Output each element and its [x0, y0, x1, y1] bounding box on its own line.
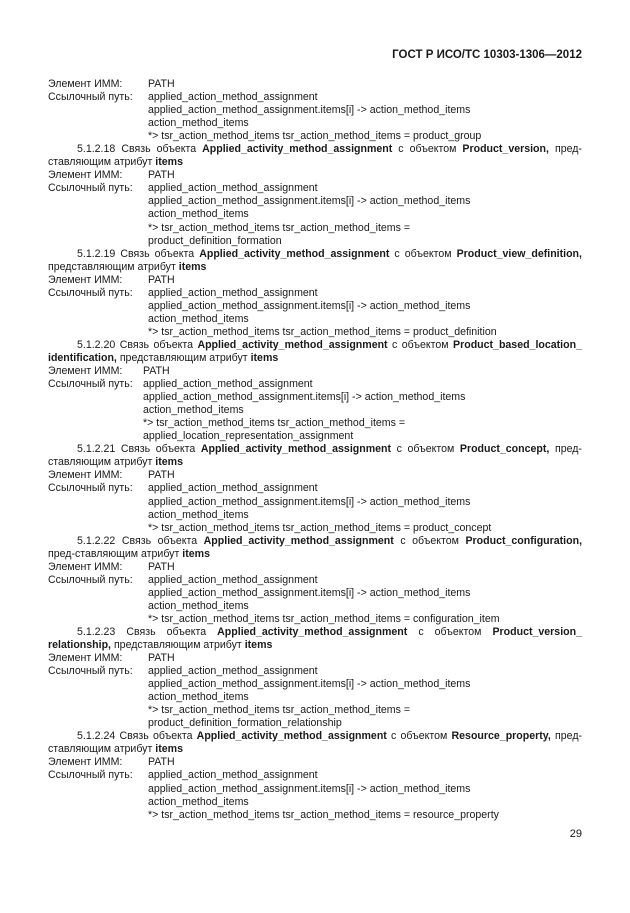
- section-heading: 5.1.2.20 Связь объекта Applied_activity_method_assignment с объектом Product_based_location_ identification, представляющим атрибут items: [48, 338, 582, 364]
- element-value: PATH: [148, 78, 175, 90]
- element-label: Элемент ИММ:: [48, 78, 123, 90]
- section-heading: 5.1.2.23 Связь объекта Applied_activity_method_assignment с объектом Product_version_ relationship, представляющим атрибут items: [48, 625, 582, 652]
- mapping-block: [48, 626, 582, 730]
- ref-path-label: Ссылочный путь:: [48, 286, 133, 299]
- element-label: Элемент ИММ:: [48, 365, 123, 378]
- element-label: Элемент ИММ:: [48, 756, 123, 769]
- path-line: applied_action_method_assignment.items[i] -> action_method_items: [148, 678, 471, 691]
- path-line: action_method_items: [148, 312, 249, 325]
- path-line: *> tsr_action_method_items tsr_action_method_items = resource_property: [148, 808, 499, 821]
- element-value: PATH: [148, 469, 175, 482]
- path-line: action_method_items: [148, 117, 249, 130]
- path-line: product_definition_formation: [148, 234, 282, 247]
- path-line: *> tsr_action_method_items tsr_action_method_items =: [148, 704, 411, 717]
- ref-path-label: Ссылочный путь:: [48, 378, 133, 391]
- section-heading: 5.1.2.22 Связь объекта Applied_activity_method_assignment с объектом Product_configuration, пред-ставляющим атрибут items: [48, 534, 583, 560]
- path-line: applied_action_method_assignment.items[i] -> action_method_items: [148, 104, 471, 117]
- path-line: applied_action_method_assignment: [148, 769, 318, 782]
- path-line: *> tsr_action_method_items tsr_action_method_items = product_definition: [148, 325, 497, 338]
- path-line: applied_action_method_assignment.items[i] -> action_method_items: [148, 495, 471, 508]
- path-line: applied_action_method_assignment.items[i] -> action_method_items: [143, 391, 466, 404]
- path-line: product_definition_formation_relationship: [148, 717, 342, 730]
- path-line: *> tsr_action_method_items tsr_action_method_items = product_concept: [148, 521, 492, 534]
- mapping-block: [48, 78, 582, 143]
- ref-path-label: Ссылочный путь:: [48, 573, 133, 586]
- path-line: action_method_items: [143, 404, 244, 417]
- path-line: *> tsr_action_method_items tsr_action_method_items = product_group: [148, 130, 482, 143]
- element-label: Элемент ИММ:: [48, 469, 123, 482]
- element-value: PATH: [148, 169, 175, 182]
- mapping-block: [48, 535, 582, 626]
- path-line: applied_action_method_assignment: [148, 182, 318, 195]
- mapping-block: [48, 443, 582, 534]
- mapping-block: [48, 339, 582, 443]
- element-label: Элемент ИММ:: [48, 652, 123, 665]
- path-line: *> tsr_action_method_items tsr_action_method_items =: [148, 221, 411, 234]
- document-body: [48, 78, 582, 822]
- ref-path-label: Ссылочный путь:: [48, 91, 133, 104]
- path-line: applied_action_method_assignment.items[i] -> action_method_items: [148, 782, 471, 795]
- element-value: PATH: [148, 652, 175, 665]
- path-line: *> tsr_action_method_items tsr_action_method_items =: [143, 417, 406, 430]
- path-line: applied_action_method_assignment.items[i] -> action_method_items: [148, 195, 471, 208]
- element-value: PATH: [148, 560, 175, 573]
- mapping-block: [48, 248, 582, 339]
- ref-path-label: Ссылочный путь:: [48, 182, 133, 195]
- document-header: ГОСТ Р ИСО/ТС 10303-1306—2012: [392, 49, 582, 61]
- section-heading: 5.1.2.18 Связь объекта Applied_activity_method_assignment с объектом Product_version, пред-ставляющим атрибут items: [48, 143, 582, 169]
- path-line: applied_action_method_assignment.items[i] -> action_method_items: [148, 299, 471, 312]
- section-heading: 5.1.2.21 Связь объекта Applied_activity_method_assignment с объектом Product_concept, пред-ставляющим атрибут items: [48, 443, 582, 469]
- path-line: *> tsr_action_method_items tsr_action_method_items = configuration_item: [148, 612, 500, 625]
- path-line: applied_action_method_assignment.items[i] -> action_method_items: [148, 586, 471, 599]
- path-line: action_method_items: [148, 508, 249, 521]
- element-value: PATH: [148, 756, 175, 769]
- ref-path-label: Ссылочный путь:: [48, 665, 133, 678]
- element-label: Элемент ИММ:: [48, 273, 123, 286]
- mapping-block: [48, 730, 582, 821]
- path-line: applied_action_method_assignment: [148, 482, 318, 495]
- path-line: applied_action_method_assignment: [148, 573, 318, 586]
- element-label: Элемент ИММ:: [48, 169, 123, 182]
- ref-path-label: Ссылочный путь:: [48, 482, 133, 495]
- path-line: applied_action_method_assignment: [143, 378, 313, 391]
- path-line: action_method_items: [148, 691, 249, 704]
- section-heading: 5.1.2.24 Связь объекта Applied_activity_method_assignment с объектом Resource_property, пред-ставляющим атрибут items: [48, 730, 583, 756]
- path-line: applied_action_method_assignment: [148, 91, 318, 104]
- ref-path-label: Ссылочный путь:: [48, 769, 133, 782]
- path-line: action_method_items: [148, 599, 249, 612]
- path-line: action_method_items: [148, 795, 249, 808]
- path-line: applied_location_representation_assignment: [143, 430, 354, 443]
- page-number: 29: [569, 828, 582, 840]
- path-line: action_method_items: [148, 208, 249, 221]
- mapping-block: [48, 143, 582, 247]
- element-value: PATH: [148, 273, 175, 286]
- element-label: Элемент ИММ:: [48, 560, 123, 573]
- element-value: PATH: [143, 365, 170, 378]
- path-line: applied_action_method_assignment: [148, 665, 318, 678]
- path-line: applied_action_method_assignment: [148, 286, 318, 299]
- section-heading: 5.1.2.19 Связь объекта Applied_activity_method_assignment с объектом Product_view_definition, представляющим атрибут items: [48, 247, 582, 273]
